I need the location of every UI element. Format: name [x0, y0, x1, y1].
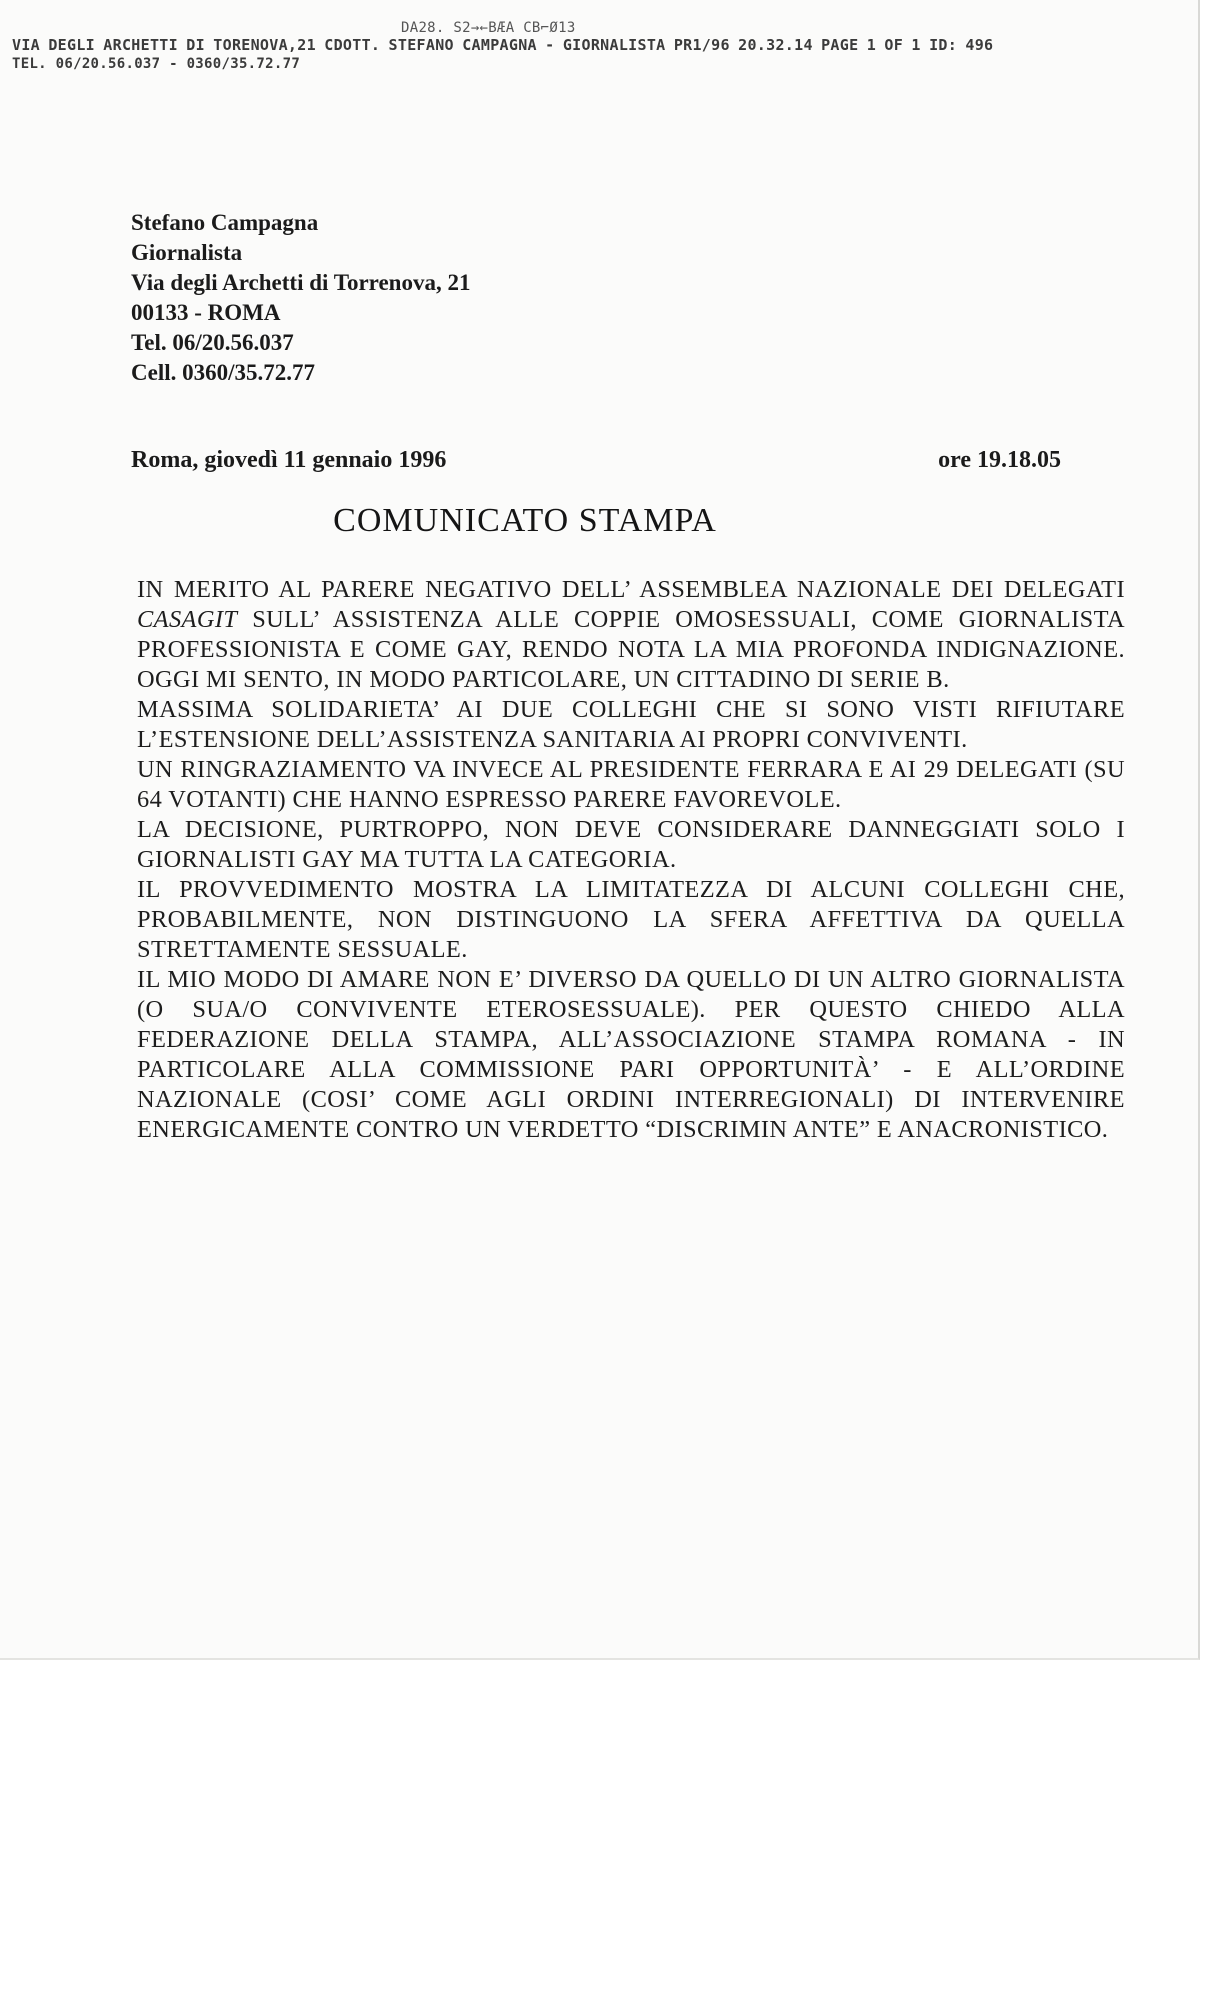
- paragraph-6: IL MIO MODO DI AMARE NON E’ DIVERSO DA QUELLO DI UN ALTRO GIORNALISTA (O SUA/O CONVIVENTE ETEROSESSUALE). PER QUESTO CHIEDO ALLA FEDERAZIONE DELLA STAMPA, ALL’ASSOCIAZIONE STAMPA ROMANA - IN PARTICOLARE ALLA COMMISSIONE PARI OPPORTUNITÀ’ - E ALL’ORDINE NAZIONALE (COSI’ COME AGLI ORDINI INTERREGIONALI) DI INTERVENIRE ENERGICAMENTE CONTRO UN VERDETTO “DISCRIMIN ANTE” E ANACRONISTICO.: [137, 966, 1125, 1143]
- press-release-body: [137, 575, 1125, 1145]
- fax-transmission-header: [0, 0, 1198, 84]
- paragraph-3: UN RINGRAZIAMENTO VA INVECE AL PRESIDENTE FERRARA E AI 29 DELEGATI (SU 64 VOTANTI) CHE HANNO ESPRESSO PARERE FAVOREVOLE.: [137, 756, 1125, 813]
- paragraph-5: IL PROVVEDIMENTO MOSTRA LA LIMITATEZZA DI ALCUNI COLLEGHI CHE, PROBABILMENTE, NON DISTINGUONO LA SFERA AFFETTIVA DA QUELLA STRETTAMENTE SESSUALE.: [137, 876, 1125, 963]
- fax-code: DA28. S2→←BÆA CB⌐Ø13: [401, 20, 576, 36]
- date-text: Roma, giovedì 11 gennaio 1996: [131, 447, 447, 473]
- letterhead: [131, 208, 470, 388]
- sender-name: Stefano Campagna: [131, 210, 319, 235]
- paragraph-2: MASSIMA SOLIDARIETA’ AI DUE COLLEGHI CHE SI SONO VISTI RIFIUTARE L’ESTENSIONE DELL’ASSISTENZA SANITARIA AI PROPRI CONVIVENTI.: [137, 696, 1125, 753]
- paragraph-4: LA DECISIONE, PURTROPPO, NON DEVE CONSIDERARE DANNEGGIATI SOLO I GIORNALISTI GAY MA TUTTA LA CATEGORIA.: [137, 816, 1125, 873]
- casagit-name: CASAGIT: [137, 606, 238, 633]
- fax-header-line: VIA DEGLI ARCHETTI DI TORENOVA,21 CDOTT. STEFANO CAMPAGNA - GIORNALISTA PR1/96 20.32.14 PAGE 1 OF 1 ID: 496: [12, 36, 994, 54]
- paragraph-1: [137, 575, 1125, 695]
- document-title: COMUNICATO STAMPA: [333, 502, 717, 539]
- sender-address: Via degli Archetti di Torrenova, 21: [131, 270, 471, 295]
- fax-phone-line: TEL. 06/20.56.037 - 0360/35.72.77: [12, 56, 301, 72]
- time-text: ore 19.18.05: [938, 447, 1061, 473]
- paragraph-1-start: IN MERITO AL PARERE NEGATIVO DELL’ ASSEMBLEA NAZIONALE DEI DELEGATI: [137, 576, 1125, 603]
- sender-city: 00133 - ROMA: [131, 300, 281, 325]
- paragraph-1-end: SULL’ ASSISTENZA ALLE COPPIE OMOSESSUALI, COME GIORNALISTA PROFESSIONISTA E COME GAY, RENDO NOTA LA MIA PROFONDA INDIGNAZIONE. OGGI MI SENTO, IN MODO PARTICOLARE, UN CITTADINO DI SERIE B.: [137, 606, 1125, 693]
- sender-phone: Tel. 06/20.56.037: [131, 330, 294, 355]
- sender-mobile: Cell. 0360/35.72.77: [131, 360, 315, 385]
- dateline: [131, 447, 1061, 474]
- sender-profession: Giornalista: [131, 240, 243, 265]
